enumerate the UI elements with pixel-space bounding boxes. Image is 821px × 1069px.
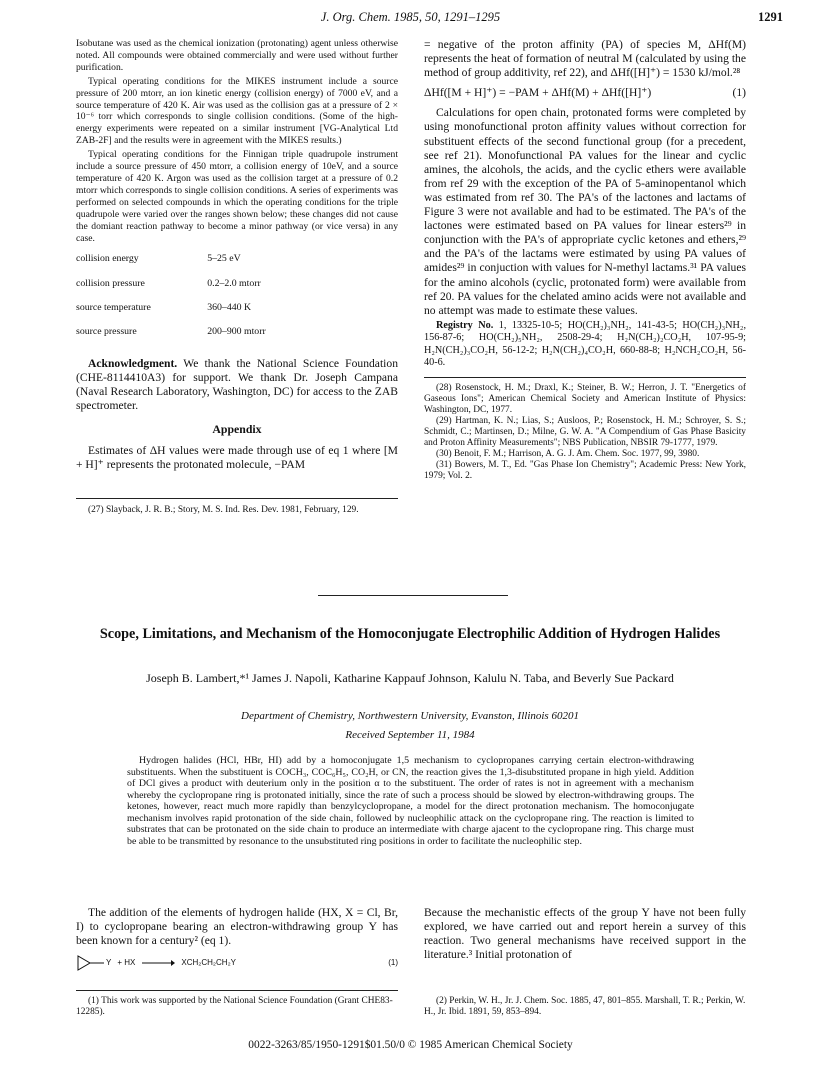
condition-label: source pressure [76,325,137,337]
paragraph: Typical operating conditions for the Finnigan triple quadrupole instrument include a source pressure of 450 mtorr, a collision energy of 10eV, and a source temperature of 420 K. Argon was used as the collision target at a pressure of 0.2 mtorr which corresponds to single collision conditions. A series of experiments was performed on selected compounds in which the operating conditions for the triple quadrupole were varied over the ranges shown below; these changes did not cause the domiant reaction pathway to become a minor pathway (or vice versa) in any case. [76,149,398,244]
table-row [76,277,306,301]
condition-label: collision pressure [76,277,145,289]
registry-text: 1, 13325-10-5; HO(CH₂)₃NH₂, 141-43-5; HO(CH₂)₃NH₂, 156-87-6; HO(CH₂)₅NH₂, 2508-29-4; H₂N(CH₂)₂CO₂H, 107-95-9; H₂N(CH₂)₃CO₂H, 56-12-2; H₂N(CH₂)₄CO₂H, 660-88-8; H₂NCH₂CO₂H, 56-40-6. [424,319,746,368]
scheme-product: XCH₂CH₂CH₂Y [181,958,237,967]
footnote-1: (1) This work was supported by the National Science Foundation (Grant CHE83-12285). [76,996,393,1017]
paragraph: Calculations for open chain, protonated forms were completed by using monofunctional proton affinity values without correction for substituent effects of the second functional group (for a precedent, see ref 21). Monofunctional PA values for the linear and cyclic amines, the alcohols, the acids, and the cyclic ethers were available from ref 29 with the exception of the PA of 5-aminopentanol which was estimated from ref 30. The PA's of the lactones and lactams of Figure 3 were not available and had to be estimated. The PA's of the lactones were estimated based on PA values for linear esters²⁹ in conjunction with the PA's of appropriate cyclic ketones and ethers,²⁹ and the PA's of the lactams were estimated by using PA values of amides²⁹ in conjuction with values for N-methyl lactams.³¹ PA values for the amino alcohols (cyclic, protonated form) were available from ref 20. PA values for the chelated amino acids were not available and no attempt was made to estimate these values. [424,106,746,317]
condition-value: 5–25 eV [207,253,241,265]
bottom-footnote-right [424,990,746,1018]
scheme-equation-number: (1) [388,958,398,967]
reaction-arrow-icon [141,958,175,968]
body-right [424,906,746,962]
condition-value: 360–440 K [207,301,252,313]
footnote-29: (29) Hartman, K. N.; Lias, S.; Ausloos, P.; Rosenstock, H. M.; Schroyer, S. S.; Schmidt, C.; Martinsen, D.; Milne, G. W. A. "A Compendium of Gas Phase Basicity and Proton Affinity Measurements"; NBS Publication, NBSIR 79-1777, 1979. [424,416,746,449]
condition-value: 0.2–2.0 mtorr [207,277,261,289]
scheme-substituent: Y [106,958,112,967]
paragraph: The addition of the elements of hydrogen halide (HX, X = Cl, Br, I) to cyclopropane bearing an electron-withdrawing group Y has been known for a century² (eq 1). [76,906,398,947]
affiliation: Department of Chemistry, Northwestern University, Evanston, Illinois 60201 [241,710,579,722]
table-row [76,325,306,349]
acknowledgment-heading: Acknowledgment. [88,356,178,370]
acknowledgment-text: We thank the National Science Foundation (CHE-8114410A3) for support. We thank Dr. Joseph Campana (Naval Research Laboratory, Washington, DC) for access to the ZAB spectrometer. [76,356,398,413]
body-left [76,906,398,972]
equation-1 [424,86,746,100]
table-row [76,301,306,325]
abstract: Hydrogen halides (HCl, HBr, HI) add by a homoconjugate 1,5 mechanism to cyclopropanes carrying certain electron-withdrawing substituents. When the substituent is COCH₃, COC₆H₅, CO₂H, or CN, the reaction gives the 1,3-disubstituted propane in high yield. Addition of DCl gives a product with deuterium only in the position α to the substituent. The order of rates is not in agreement with a mechanism whereby the cyclopropane ring is protonated initially, since the rate of such a process should be slowed by electron-withdrawing groups. The ketones, however, react much more rapidly than benzylcyclopropane, a model for the direct protonation mechanism. The homoconjugate mechanism involves rapid protonation of the side chain, followed by nucleophilic attack on the cyclopropane ring. The reaction is limited to substrates that can be protonated on the side chain to produce an intermediate with charge ajacent to the cyclopropane ring. This charge must be able to be transmitted by resonance to the unsubstituted ring positions in order to facilitate the nucleophilic step. [127,755,694,847]
footnote-28: (28) Rosenstock, H. M.; Draxl, K.; Steiner, B. W.; Herron, J. T. "Energetics of Gaseous Ions"; American Chemical Society and American Institute of Physics: Washington, DC, 1977. [424,383,746,416]
footnote-rule [76,498,398,499]
footnotes [424,383,746,482]
article-title: Scope, Limitations, and Mechanism of the Homoconjugate Electrophilic Addition of Hydrogen Halides [99,626,721,642]
condition-label: collision energy [76,253,139,265]
bottom-footnote-left [76,990,398,1018]
article-separator [318,595,508,596]
paragraph: Isobutane was used as the chemical ionization (protonating) agent unless otherwise noted. All compounds were obtained commercially and were used without further purification. [76,38,398,73]
reaction-scheme [76,954,398,972]
equation-text: ΔHf([M + H]⁺) = −PAM + ΔHf(M) + ΔHf([H]⁺) [424,86,652,100]
table-row [76,252,306,276]
appendix-text: Estimates of ΔH values were made through use of eq 1 where [M + H]⁺ represents the protonated molecule, −PAM [76,444,398,472]
running-header [0,10,821,30]
paragraph: Because the mechanistic effects of the group Y have not been fully explored, we have carried out and report herein a survey of this reaction. Two general mechanisms have received support in the literature.³ Initial protonation of [424,906,746,961]
copyright-line: 0022-3263/85/1950-1291$01.50/0 © 1985 American Chemical Society [248,1039,573,1051]
conditions-table [76,252,306,348]
equation-number: (1) [732,86,746,100]
right-column [424,38,746,482]
experimental-text [76,38,398,244]
received-date: Received September 11, 1984 [345,729,475,741]
page-number: 1291 [758,10,783,24]
footnote-rule [424,377,746,378]
registry-numbers [424,320,746,370]
condition-value: 200–900 mtorr [207,325,266,337]
appendix-heading: Appendix [212,422,262,437]
cyclopropane-icon [76,954,106,972]
journal-citation: J. Org. Chem. 1985, 50, 1291–1295 [320,10,501,24]
paragraph: = negative of the proton affinity (PA) of species M, ΔHf(M) represents the heat of formation of neutral M (calculated by using the method of group additivity, ref 22), and ΔHf([H]⁺) = 1530 kJ/mol.²⁸ [424,38,746,80]
acknowledgment [76,357,398,413]
footnote-30: (30) Benoit, F. M.; Harrison, A. G. J. Am. Chem. Soc. 1977, 99, 3980. [436,449,700,460]
registry-heading: Registry No. [436,319,494,331]
left-column [76,38,398,516]
footnote-27: (27) Slayback, J. R. B.; Story, M. S. Ind. Res. Dev. 1981, February, 129. [88,505,359,516]
footnote-rule [76,990,398,991]
footnote-2: (2) Perkin, W. H., Jr. J. Chem. Soc. 1885, 47, 801–855. Marshall, T. R.; Perkin, W. H., Jr. Ibid. 1891, 59, 853–894. [424,996,746,1017]
paragraph: Typical operating conditions for the MIKES instrument include a source pressure of 200 mtorr, an ion kinetic energy (collision energy) of 7000 eV, and a source temperature of 420 K. Air was used as the collision gas at a pressure of 2 × 10⁻⁶ torr which corresponds to single collision conditions. (Some of the high-energy experiments were repeated on a similar instrument [VG-Analytical Ltd ZAB-2F] and the results were in agreement with the MIKES results.) [76,75,398,147]
condition-label: source temperature [76,301,151,313]
footnote-31: (31) Bowers, M. T., Ed. "Gas Phase Ion Chemistry"; Academic Press: New York, 1979; Vol. 2. [424,460,746,482]
article-authors: Joseph B. Lambert,*¹ James J. Napoli, Katharine Kappauf Johnson, Kalulu N. Taba, and Beverly Sue Packard [146,671,674,685]
scheme-reagent: + HX [117,958,136,967]
